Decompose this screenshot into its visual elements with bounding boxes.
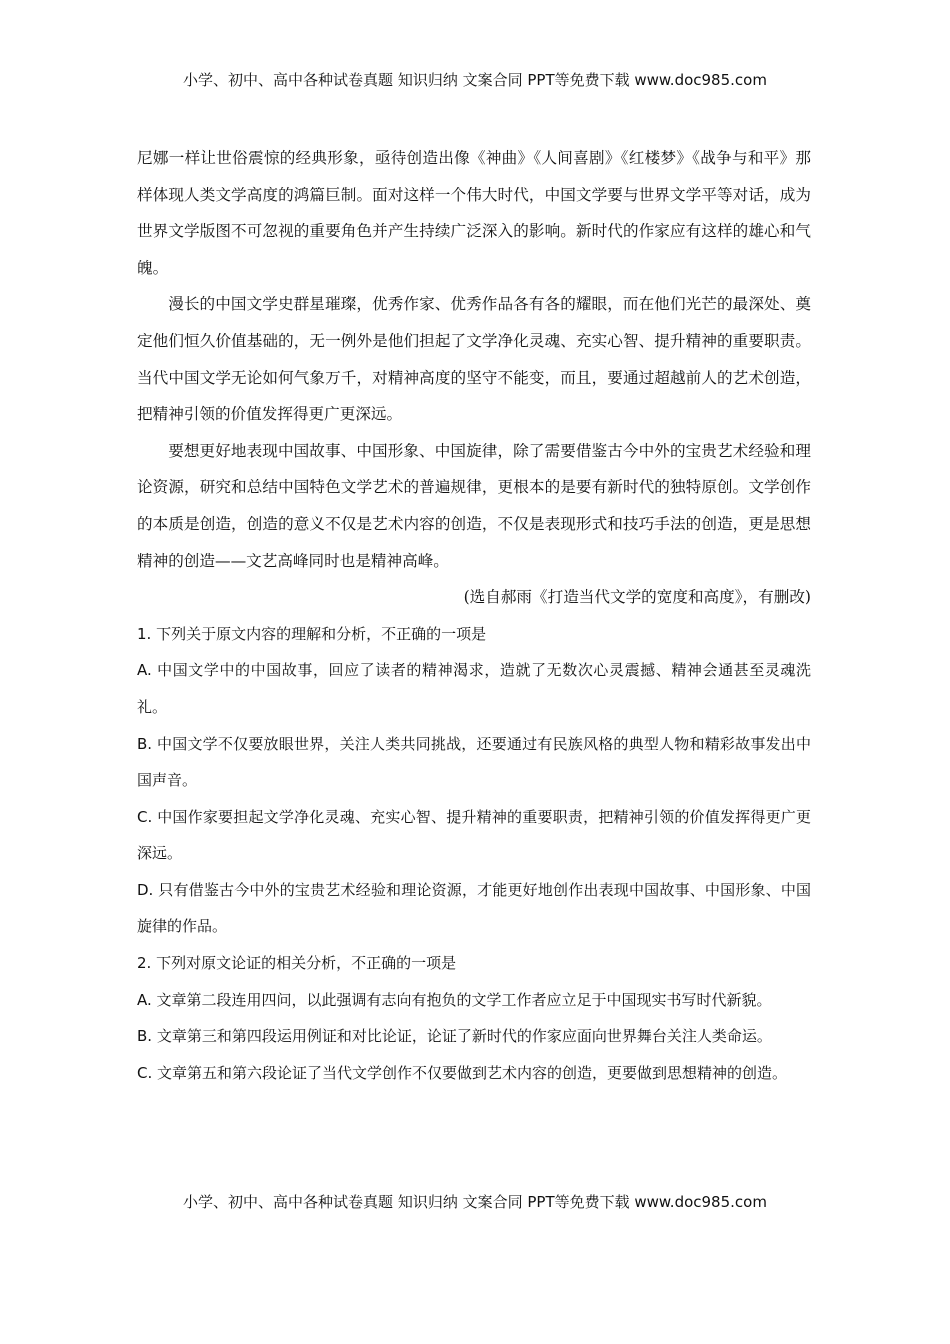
question-1-option-a: A. 中国文学中的中国故事，回应了读者的精神渴求，造就了无数次心灵震撼、精神会通甚至灵魂洗礼。 <box>137 661 811 716</box>
passage-source: (选自郝雨《打造当代文学的宽度和高度》，有删改) <box>463 588 811 607</box>
document-body <box>137 140 811 1091</box>
question-2-stem: 2. 下列对原文论证的相关分析，不正确的一项是 <box>137 954 457 973</box>
question-2-option-c: C. 文章第五和第六段论证了当代文学创作不仅要做到艺术内容的创造，更要做到思想精神的创造。 <box>137 1063 788 1082</box>
question-1-option-c: C. 中国作家要担起文学净化灵魂、充实心智、提升精神的重要职责，把精神引领的价值发挥得更广更深远。 <box>137 807 811 863</box>
question-1-stem: 1. 下列关于原文内容的理解和分析，不正确的一项是 <box>137 624 487 643</box>
question-1-option-b: B. 中国文学不仅要放眼世界，关注人类共同挑战，还要通过有民族风格的典型人物和精彩故事发出中国声音。 <box>137 734 811 790</box>
question-2-option-b: B. 文章第三和第四段运用例证和对比论证，论证了新时代的作家应面向世界舞台关注人类命运。 <box>137 1027 772 1046</box>
passage-paragraph-2: 漫长的中国文学史群星璀璨，优秀作家、优秀作品各有各的耀眼，而在他们光芒的最深处、奠定他们恒久价值基础的，无一例外是他们担起了文学净化灵魂、充实心智、提升精神的重要职责。当代中国文学无论如何气象万千，对精神高度的坚守不能变，而且，要通过超越前人的艺术创造，把精神引领的价值发挥得更广更深远。 <box>137 295 811 424</box>
question-2-option-a: A. 文章第二段连用四问，以此强调有志向有抱负的文学工作者应立足于中国现实书写时代新貌。 <box>137 990 772 1009</box>
question-1-option-d: D. 只有借鉴古今中外的宝贵艺术经验和理论资源，才能更好地创作出表现中国故事、中国形象、中国旋律的作品。 <box>137 880 811 936</box>
passage-paragraph-3: 要想更好地表现中国故事、中国形象、中国旋律，除了需要借鉴古今中外的宝贵艺术经验和理论资源，研究和总结中国特色文学艺术的普遍规律，更根本的是要有新时代的独特原创。文学创作的本质是创造，创造的意义不仅是艺术内容的创造，不仅是表现形式和技巧手法的创造，更是思想精神的创造——文艺高峰同时也是精神高峰。 <box>137 441 811 570</box>
page-header: 小学、初中、高中各种试卷真题 知识归纳 文案合同 PPT等免费下载 www.doc985.com <box>183 71 767 89</box>
page-footer: 小学、初中、高中各种试卷真题 知识归纳 文案合同 PPT等免费下载 www.doc985.com <box>183 1193 767 1211</box>
passage-paragraph-1: 尼娜一样让世俗震惊的经典形象，亟待创造出像《神曲》《人间喜剧》《红楼梦》《战争与和平》那样体现人类文学高度的鸿篇巨制。面对这样一个伟大时代，中国文学要与世界文学平等对话，成为世界文学版图不可忽视的重要角色并产生持续广泛深入的影响。新时代的作家应有这样的雄心和气魄。 <box>137 149 811 277</box>
